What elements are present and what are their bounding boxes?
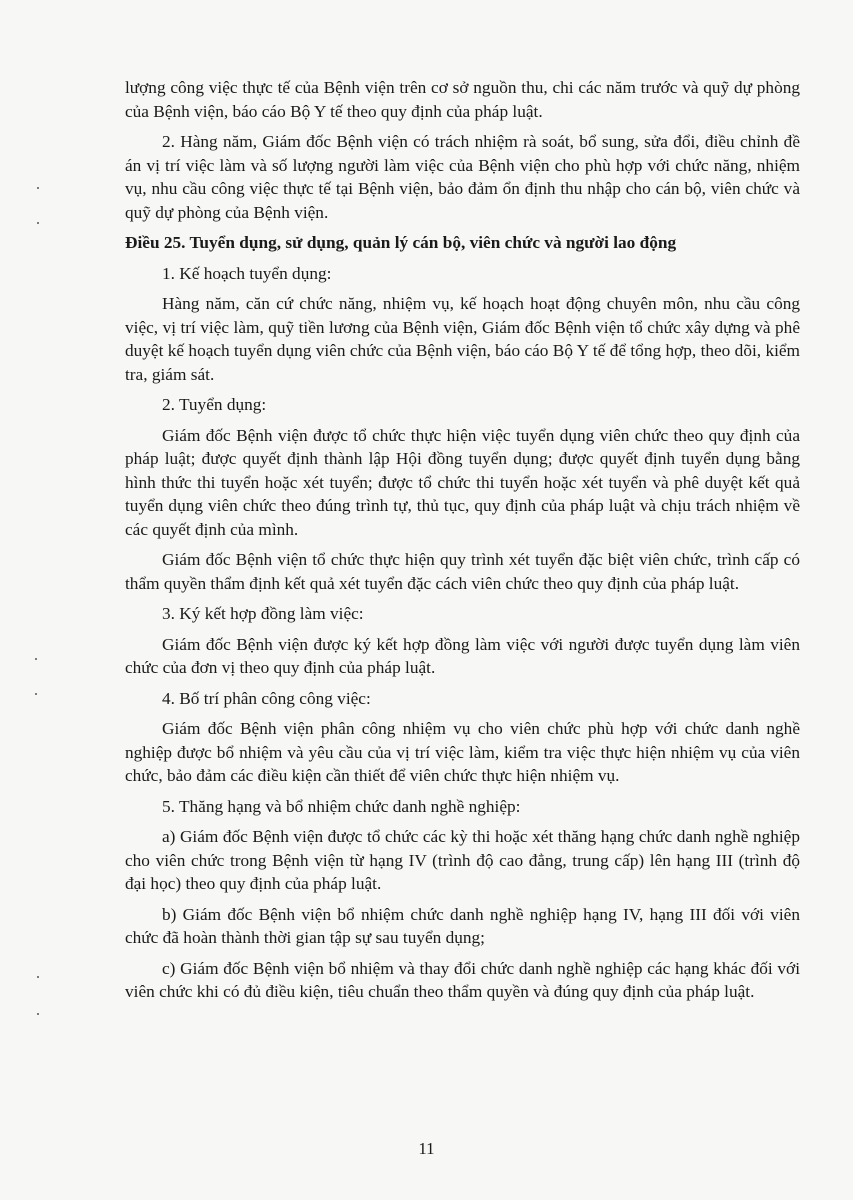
document-body	[125, 76, 800, 1011]
scan-speck	[35, 693, 37, 695]
paragraph: Giám đốc Bệnh viện được ký kết hợp đồng làm việc với người được tuyển dụng làm viên chức của đơn vị theo quy định của pháp luật.	[125, 634, 800, 677]
list-item: b) Giám đốc Bệnh viện bổ nhiệm chức danh nghề nghiệp hạng IV, hạng III đối với viên chức đã hoàn thành thời gian tập sự sau tuyển dụng;	[125, 904, 800, 947]
paragraph: 2. Hàng năm, Giám đốc Bệnh viện có trách nhiệm rà soát, bổ sung, sửa đổi, điều chỉnh đề án vị trí việc làm và số lượng người làm việc của Bệnh viện cho phù hợp với chức năng, nhiệm vụ, nhu cầu công việc thực tế tại Bệnh viện, bảo đảm ổn định thu nhập cho cán bộ, viên chức và quỹ dự phòng của Bệnh viện.	[125, 132, 800, 222]
paragraph: Giám đốc Bệnh viện được tổ chức thực hiện việc tuyển dụng viên chức theo quy định của pháp luật; được quyết định thành lập Hội đồng tuyển dụng; được quyết định tuyển dụng bằng hình thức thi tuyển hoặc xét tuyển; được tổ chức thi tuyển hoặc xét tuyển và phê duyệt kết quả tuyển dụng viên chức theo đúng trình tự, thủ tục, quy định của pháp luật và chịu trách nhiệm về các quyết định của mình.	[125, 425, 800, 539]
scan-speck	[37, 187, 39, 189]
scan-speck	[37, 1013, 39, 1015]
paragraph: Giám đốc Bệnh viện tổ chức thực hiện quy trình xét tuyển đặc biệt viên chức, trình cấp có thẩm quyền thẩm định kết quả xét tuyển đặc cách viên chức theo quy định của pháp luật.	[125, 550, 800, 593]
page-number: 11	[418, 1139, 435, 1158]
article-heading: Điều 25. Tuyển dụng, sử dụng, quản lý cán bộ, viên chức và người lao động	[125, 233, 677, 252]
scan-speck	[37, 222, 39, 224]
section-heading: 4. Bố trí phân công công việc:	[162, 688, 371, 708]
section-heading: 3. Ký kết hợp đồng làm việc:	[162, 604, 364, 623]
scan-speck	[35, 658, 37, 660]
list-item: a) Giám đốc Bệnh viện được tổ chức các kỳ thi hoặc xét thăng hạng chức danh nghề nghiệp cho viên chức trong Bệnh viện từ hạng IV (trình độ cao đẳng, trung cấp) lên hạng III (trình độ đại học) theo quy định của pháp luật.	[125, 827, 800, 893]
list-item: c) Giám đốc Bệnh viện bổ nhiệm và thay đổi chức danh nghề nghiệp các hạng khác đối với viên chức khi có đủ điều kiện, tiêu chuẩn theo thẩm quyền và đúng quy định của pháp luật.	[125, 958, 800, 1001]
paragraph: lượng công việc thực tế của Bệnh viện trên cơ sở nguồn thu, chi các năm trước và quỹ dự phòng của Bệnh viện, báo cáo Bộ Y tế theo quy định của pháp luật.	[125, 78, 800, 121]
section-heading: 2. Tuyển dụng:	[162, 395, 267, 414]
paragraph: Giám đốc Bệnh viện phân công nhiệm vụ cho viên chức phù hợp với chức danh nghề nghiệp được bổ nhiệm và yêu cầu của vị trí việc làm, kiểm tra việc thực hiện nhiệm vụ của viên chức, bảo đảm các điều kiện cần thiết để viên chức thực hiện nhiệm vụ.	[125, 719, 800, 785]
scan-speck	[37, 976, 39, 978]
paragraph: Hàng năm, căn cứ chức năng, nhiệm vụ, kế hoạch hoạt động chuyên môn, nhu cầu công việc, vị trí việc làm, quỹ tiền lương của Bệnh viện, Giám đốc Bệnh viện tổ chức xây dựng và phê duyệt kế hoạch tuyển dụng viên chức của Bệnh viện, báo cáo Bộ Y tế để tổng hợp, theo dõi, kiểm tra, giám sát.	[125, 294, 800, 384]
section-heading: 5. Thăng hạng và bổ nhiệm chức danh nghề nghiệp:	[162, 796, 521, 816]
section-heading: 1. Kế hoạch tuyển dụng:	[162, 263, 332, 283]
